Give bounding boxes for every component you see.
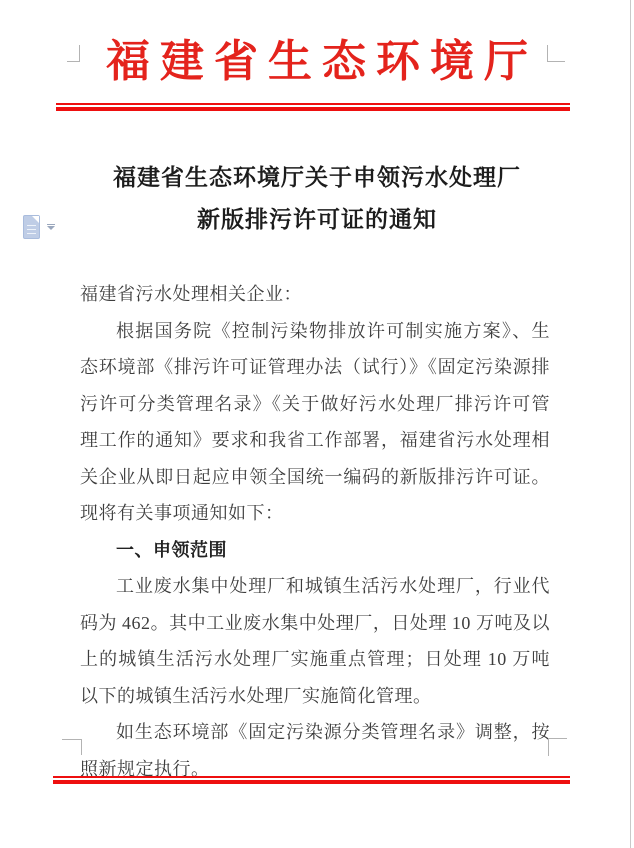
body-paragraph[interactable]: 如生态环境部《固定污染源分类管理名录》调整，按照新规定执行。 bbox=[80, 722, 550, 779]
salutation[interactable]: 福建省污水处理相关企业： bbox=[80, 284, 302, 304]
document-title-line1: 福建省生态环境厅关于申领污水处理厂 bbox=[113, 165, 521, 190]
chevron-down-icon[interactable] bbox=[47, 224, 55, 230]
paste-options-button[interactable] bbox=[23, 215, 55, 239]
document-title-line2: 新版排污许可证的通知 bbox=[197, 207, 437, 232]
letterhead-bottom-rule bbox=[53, 776, 570, 784]
body-paragraph[interactable]: 工业废水集中处理厂和城镇生活污水处理厂，行业代码为 462。其中工业废水集中处理厂，日处理 10 万吨及以上的城镇生活污水处理厂实施重点管理；日处理 10 万吨以下的城镇生活污水处理厂实施简化管理。 bbox=[80, 576, 550, 706]
document-body[interactable] bbox=[80, 276, 550, 787]
paste-options-icon bbox=[23, 215, 40, 239]
letterhead-org-name: 福建省生态环境厅 bbox=[106, 37, 538, 86]
text-boundary-mark-bottom-right bbox=[548, 738, 567, 756]
page-edge-line bbox=[630, 0, 631, 848]
text-boundary-mark-top-right bbox=[547, 45, 565, 62]
text-boundary-mark-top-left bbox=[67, 45, 80, 62]
document-title bbox=[0, 157, 634, 241]
section-heading[interactable]: 一、申领范围 bbox=[116, 539, 227, 560]
page-fold-corner bbox=[32, 216, 39, 223]
body-paragraph[interactable]: 根据国务院《控制污染物排放许可制实施方案》、生态环境部《排污许可证管理办法（试行）》《固定污染源排污许可分类管理名录》《关于做好污水处理厂排污许可管理工作的通知》要求和我省工作部署，福建省污水处理相关企业从即日起应申领全国统一编码的新版排污许可证。现将有关事项通知如下： bbox=[80, 320, 550, 523]
text-boundary-mark-bottom-left bbox=[62, 739, 82, 755]
letterhead-top-rule bbox=[56, 103, 570, 111]
